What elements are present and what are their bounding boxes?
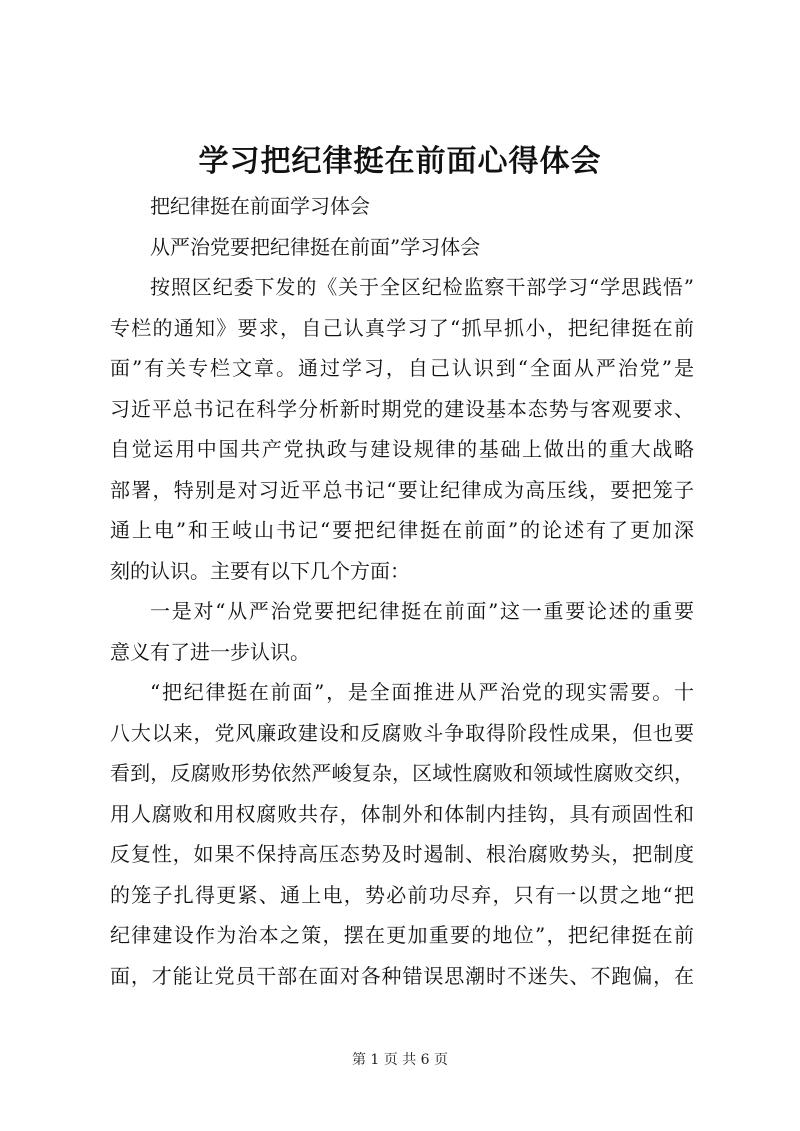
paragraph-line: 看到，反腐败形势依然严峻复杂，区域性腐败和领域性腐败交织， xyxy=(110,761,694,785)
paragraph-line: “把纪律挺在前面”，是全面推进从严治党的现实需要。十 xyxy=(150,680,694,704)
paragraph-line: 面”有关专栏文章。通过学习，自己认识到“全面从严治党”是 xyxy=(110,356,694,380)
paragraph-line: 自觉运用中国共产党执政与建设规律的基础上做出的重大战略 xyxy=(110,437,694,461)
paragraph-line: 按照区纪委下发的《关于全区纪检监察干部学习“学思践悟” xyxy=(150,275,694,299)
paragraph-line: 意义有了进一步认识。 xyxy=(110,639,310,664)
paragraph-line: 纪律建设作为治本之策，摆在更加重要的地位”，把纪律挺在前 xyxy=(110,923,694,947)
paragraph-line: 通上电”和王岐山书记“要把纪律挺在前面”的论述有了更加深 xyxy=(110,518,694,542)
subtitle-line: 从严治党要把纪律挺在前面”学习体会 xyxy=(150,234,481,259)
paragraph-line: 用人腐败和用权腐败共存，体制外和体制内挂钩，具有顽固性和 xyxy=(110,801,694,826)
paragraph-line: 部署，特别是对习近平总书记“要让纪律成为高压线，要把笼子 xyxy=(110,477,694,502)
paragraph-line: 的笼子扎得更紧、通上电，势必前功尽弃，只有一以贯之地“把 xyxy=(110,882,694,907)
subtitle-line: 把纪律挺在前面学习体会 xyxy=(150,194,370,218)
paragraph-line: 习近平总书记在科学分析新时期党的建设基本态势与客观要求、 xyxy=(110,396,694,421)
paragraph-line: 一是对“从严治党要把纪律挺在前面”这一重要论述的重要 xyxy=(150,599,694,623)
paragraph-line: 面，才能让党员干部在面对各种错误思潮时不迷失、不跑偏，在 xyxy=(110,963,694,988)
paragraph-line: 八大以来，党风廉政建设和反腐败斗争取得阶段性成果，但也要 xyxy=(110,720,694,745)
document-body xyxy=(110,186,694,996)
document-title: 学习把纪律挺在前面心得体会 xyxy=(198,144,602,179)
page-footer: 第 1 页 共 6 页 xyxy=(351,1052,449,1068)
paragraph-line: 反复性，如果不保持高压态势及时遏制、根治腐败势头，把制度 xyxy=(110,842,694,866)
paragraph-line: 刻的认识。主要有以下几个方面： xyxy=(110,558,410,583)
paragraph-line: 专栏的通知》要求，自己认真学习了“抓早抓小，把纪律挺在前 xyxy=(110,315,694,340)
